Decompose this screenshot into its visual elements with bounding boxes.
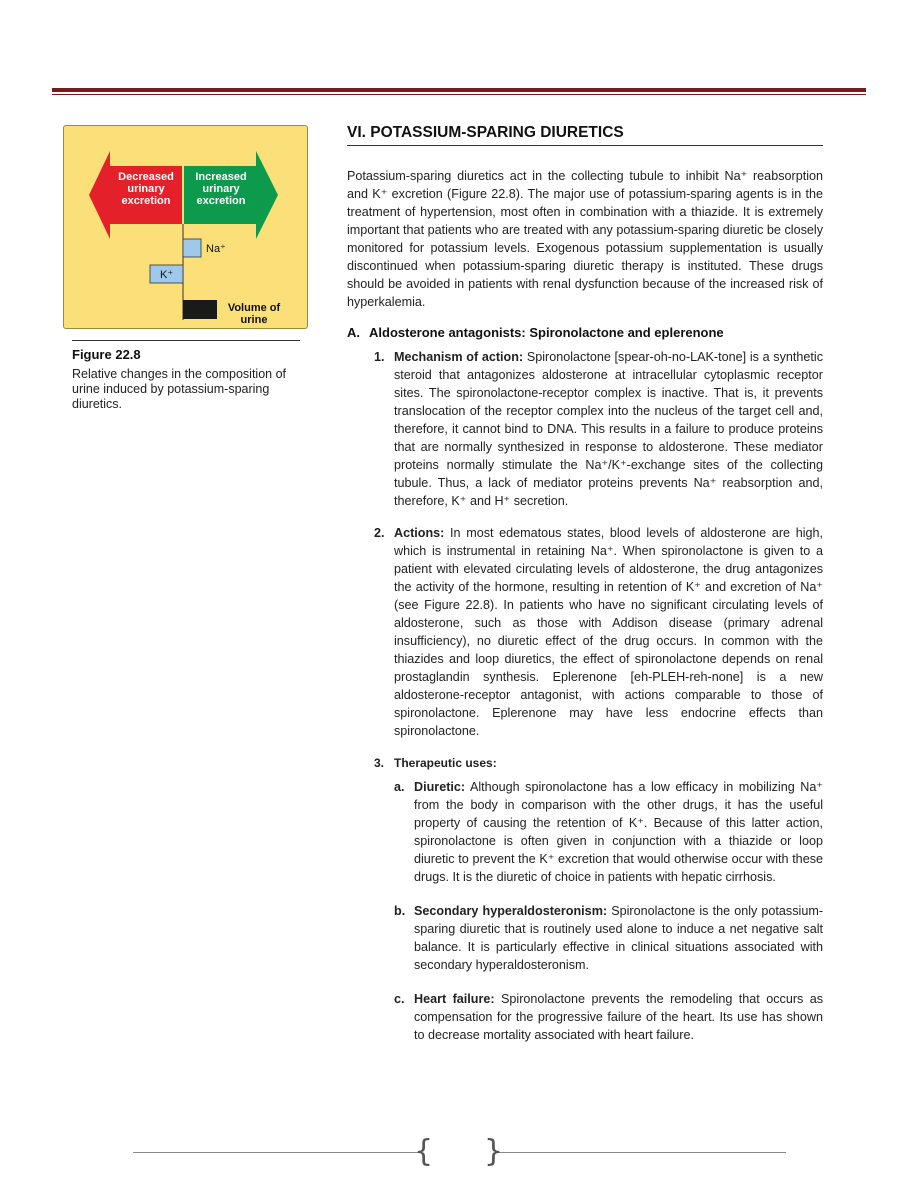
footer-close-bracket: } xyxy=(484,1134,504,1169)
item-text: In most edematous states, blood levels of aldosterone are high, which is instrumental in retaining Na⁺. When spironolactone is given to a patient with elevated circulating levels of aldosterone, the drug antagonizes the activity of the hormone, resulting in retention of K⁺ and excretion of Na⁺ (see Figure 22.8). In patients who have no significant circulating levels of aldosterone, such as those with Addison disease (primary adrenal insufficiency), no diuretic effect of the drug occurs. In common with the thiazides and loop diuretics, the effect of spironolactone depends on renal prostaglandin synthesis. Eplerenone [eh-PLEH-reh-none] is a new aldosterone-receptor antagonist, with actions comparable to those of spironolactone. Eplerenone may have less endocrine effects than spironolactone. xyxy=(394,526,824,738)
item-lead: Therapeutic uses: xyxy=(394,756,497,770)
item-lead: Actions: xyxy=(394,526,445,540)
header-rule xyxy=(52,88,866,92)
right-arrow-line-2: urinary xyxy=(202,183,240,195)
item-paragraph xyxy=(394,524,823,740)
left-arrow-line-2: urinary xyxy=(127,183,165,195)
na-bar xyxy=(183,239,201,257)
footer-rule-left xyxy=(133,1152,420,1153)
subitem-letter: b. xyxy=(394,904,406,918)
subitem-lead: Heart failure: xyxy=(414,992,495,1006)
item-lead: Mechanism of action: xyxy=(394,350,524,364)
list-item-mechanism xyxy=(347,348,823,510)
subitem-text: Although spironolactone has a low efficacy in mobilizing Na⁺ from the body in comparison with the other drugs, it has the useful property of causing the retention of K⁺. Because of this latter action, spironolactone is often given in conjunction with a thiazide or loop diuretic to prevent the K⁺ excretion that would otherwise occur with these drugs. It is the diuretic of choice in patients with hepatic cirrhosis. xyxy=(414,780,823,884)
subitem-diuretic xyxy=(347,778,823,886)
list-item-therapeutic-uses xyxy=(347,754,823,772)
intro-paragraph: Potassium-sparing diuretics act in the collecting tubule to inhibit Na⁺ reabsorption and K⁺ excretion (Figure 22.8). The major use of potassium-sparing agents is in the treatment of hypertension, most often in combination with a thiazide. It is extremely important that patients who are treated with any potassium-sparing diuretic be closely monitored for potassium levels. Exogenous potassium supplementation is usually discontinued when potassium-sparing diuretic therapy is instituted. These drugs should be avoided in patients with renal dysfunction because of the increased risk of hyperkalemia. xyxy=(347,169,823,309)
list-item-actions xyxy=(347,524,823,740)
subitem-paragraph xyxy=(414,778,823,886)
figure-rule xyxy=(72,340,300,341)
main-column xyxy=(347,124,823,1060)
subitem-hyperaldosteronism xyxy=(347,902,823,974)
subitem-text: Spironolactone prevents the remodeling that occurs as compensation for the progressive failure of the heart. Its use has shown to decrease mortality associated with heart failure. xyxy=(414,992,824,1042)
volume-label-1: Volume of xyxy=(227,302,281,314)
figure-caption: Relative changes in the composition of urine induced by potassium-sparing diuretics. xyxy=(72,367,287,411)
right-arrow-line-3: excretion xyxy=(196,195,246,207)
na-label: Na⁺ xyxy=(206,243,226,255)
subsection-letter: A. xyxy=(347,325,360,340)
right-arrow-line-1: Increased xyxy=(195,171,247,183)
item-number: 3. xyxy=(374,756,385,770)
subitem-letter: a. xyxy=(394,780,405,794)
subsection-title: Aldosterone antagonists: Spironolactone and eplerenone xyxy=(369,325,724,340)
item-paragraph xyxy=(394,348,823,510)
subitem-text: Spironolactone is the only potassium-sparing diuretic that is routinely used alone to induce a net negative salt balance. It is particularly effective in clinical situations associated with secondary hyperaldosteronism. xyxy=(414,904,824,972)
volume-bar xyxy=(183,300,217,319)
subitem-paragraph xyxy=(414,990,823,1044)
footer-rule-right xyxy=(496,1152,786,1153)
section-heading: VI. POTASSIUM-SPARING DIURETICS xyxy=(347,124,823,146)
subitem-heart-failure xyxy=(347,990,823,1044)
subitem-lead: Secondary hyperaldosteronism: xyxy=(414,904,608,918)
volume-label-2: urine xyxy=(240,314,268,326)
footer-open-bracket: { xyxy=(414,1134,434,1169)
subitem-paragraph xyxy=(414,902,823,974)
item-number: 2. xyxy=(374,526,385,540)
subsection-heading xyxy=(347,325,823,340)
left-arrow-line-3: excretion xyxy=(121,195,171,207)
left-arrow-line-1: Decreased xyxy=(118,171,174,183)
item-text: Spironolactone [spear-oh-no-LAK-tone] is a synthetic steroid that antagonizes aldosterone at intracellular cytoplasmic receptor sites. The spironolactone-receptor complex is inactive. That is, it prevents translocation of the receptor complex into the nucleus of the target cell and, therefore, it cannot bind to DNA. This results in a failure to produce proteins that are normally synthesized in response to aldosterone. These mediator proteins normally stimulate the Na⁺/K⁺-exchange sites of the collecting tubule. Thus, a lack of mediator proteins prevents Na⁺ reabsorption and, therefore, K⁺ and H⁺ secretion. xyxy=(394,350,823,508)
subitem-lead: Diuretic: xyxy=(414,780,466,794)
figure-title: Figure 22.8 xyxy=(72,347,141,362)
header-rule-thin xyxy=(52,94,866,95)
subitem-letter: c. xyxy=(394,992,405,1006)
figure-22-8 xyxy=(63,125,308,329)
figure-diagram xyxy=(64,126,307,328)
k-label: K⁺ xyxy=(160,269,174,281)
item-number: 1. xyxy=(374,350,385,364)
